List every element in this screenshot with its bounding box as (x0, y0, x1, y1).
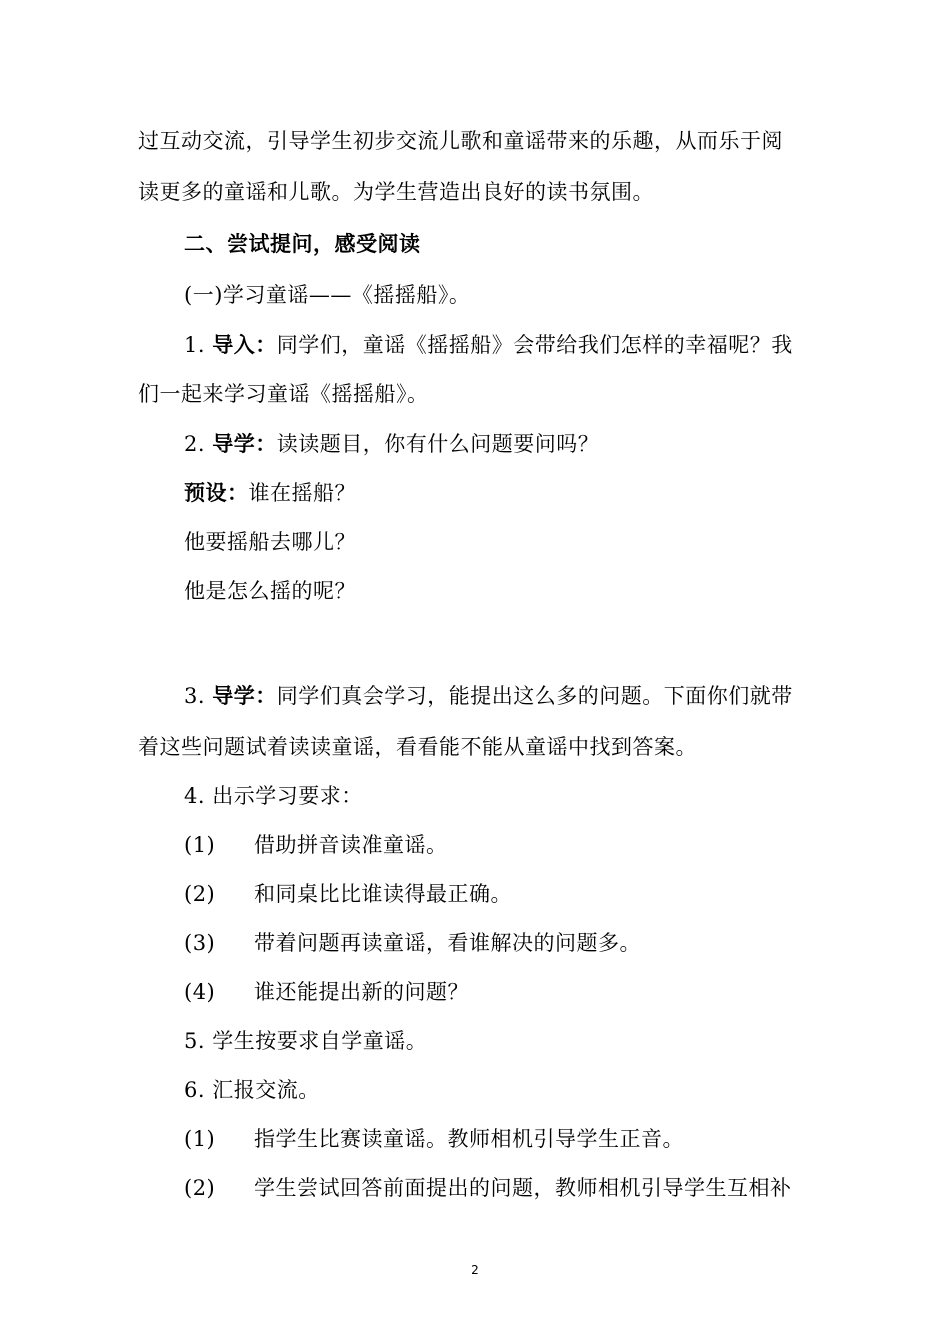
step-text: 同学们，童谣《摇摇船》会带给我们怎样的幸福呢？我 (276, 333, 793, 357)
paragraph-line: 读更多的童谣和儿歌。为学生营造出良好的读书氛围。 (138, 180, 654, 204)
step-label: 导学： (212, 683, 277, 708)
step-number: 1. (184, 333, 206, 357)
list-item (184, 830, 448, 860)
step-6: 6. 汇报交流。 (184, 1078, 320, 1102)
list-item (184, 1124, 684, 1154)
list-item-number: (1) (184, 1127, 216, 1151)
preset-label: 预设： (184, 480, 249, 505)
step-text: 读读题目，你有什么问题要问吗？ (276, 432, 600, 456)
preset-line (184, 478, 356, 508)
list-item-text: 借助拼音读准童谣。 (254, 833, 448, 857)
list-item-number: (4) (184, 980, 216, 1004)
step-number: 3. (184, 684, 206, 708)
step-3 (184, 681, 793, 711)
list-item-text: 和同桌比比谁读得最正确。 (254, 882, 512, 906)
list-item-number: (3) (184, 931, 216, 955)
list-item-text: 学生尝试回答前面提出的问题，教师相机引导学生互相补 (254, 1176, 792, 1200)
preset-question: 他是怎么摇的呢？ (184, 579, 356, 603)
page-number: 2 (471, 1263, 479, 1277)
list-item-text: 带着问题再读童谣，看谁解决的问题多。 (254, 931, 641, 955)
step-1-continuation: 们一起来学习童谣《摇摇船》。 (138, 382, 429, 406)
list-item (184, 928, 641, 958)
step-text: 同学们真会学习，能提出这么多的问题。下面你们就带 (276, 684, 793, 708)
step-label: 导学： (212, 431, 277, 456)
paragraph-line: 过互动交流，引导学生初步交流儿歌和童谣带来的乐趣，从而乐于阅 (138, 129, 783, 153)
step-4: 4. 出示学习要求： (184, 784, 363, 808)
list-item-number: (2) (184, 1176, 216, 1200)
section-heading: 二、尝试提问，感受阅读 (184, 231, 421, 256)
list-item-text: 指学生比赛读童谣。教师相机引导学生正音。 (254, 1127, 684, 1151)
step-1 (184, 330, 793, 360)
list-item (184, 977, 469, 1007)
step-2 (184, 429, 599, 459)
list-item-text: 谁还能提出新的问题？ (254, 980, 469, 1004)
list-item (184, 1173, 792, 1203)
step-3-continuation: 着这些问题试着读读童谣，看看能不能从童谣中找到答案。 (138, 735, 697, 759)
preset-question: 谁在摇船？ (248, 481, 356, 505)
list-item (184, 879, 512, 909)
subsection-heading: (一)学习童谣——《摇摇船》。 (184, 283, 471, 307)
step-label: 导入： (212, 332, 277, 357)
step-5: 5. 学生按要求自学童谣。 (184, 1029, 428, 1053)
preset-question: 他要摇船去哪儿？ (184, 530, 356, 554)
list-item-number: (1) (184, 833, 216, 857)
list-item-number: (2) (184, 882, 216, 906)
step-number: 2. (184, 432, 206, 456)
